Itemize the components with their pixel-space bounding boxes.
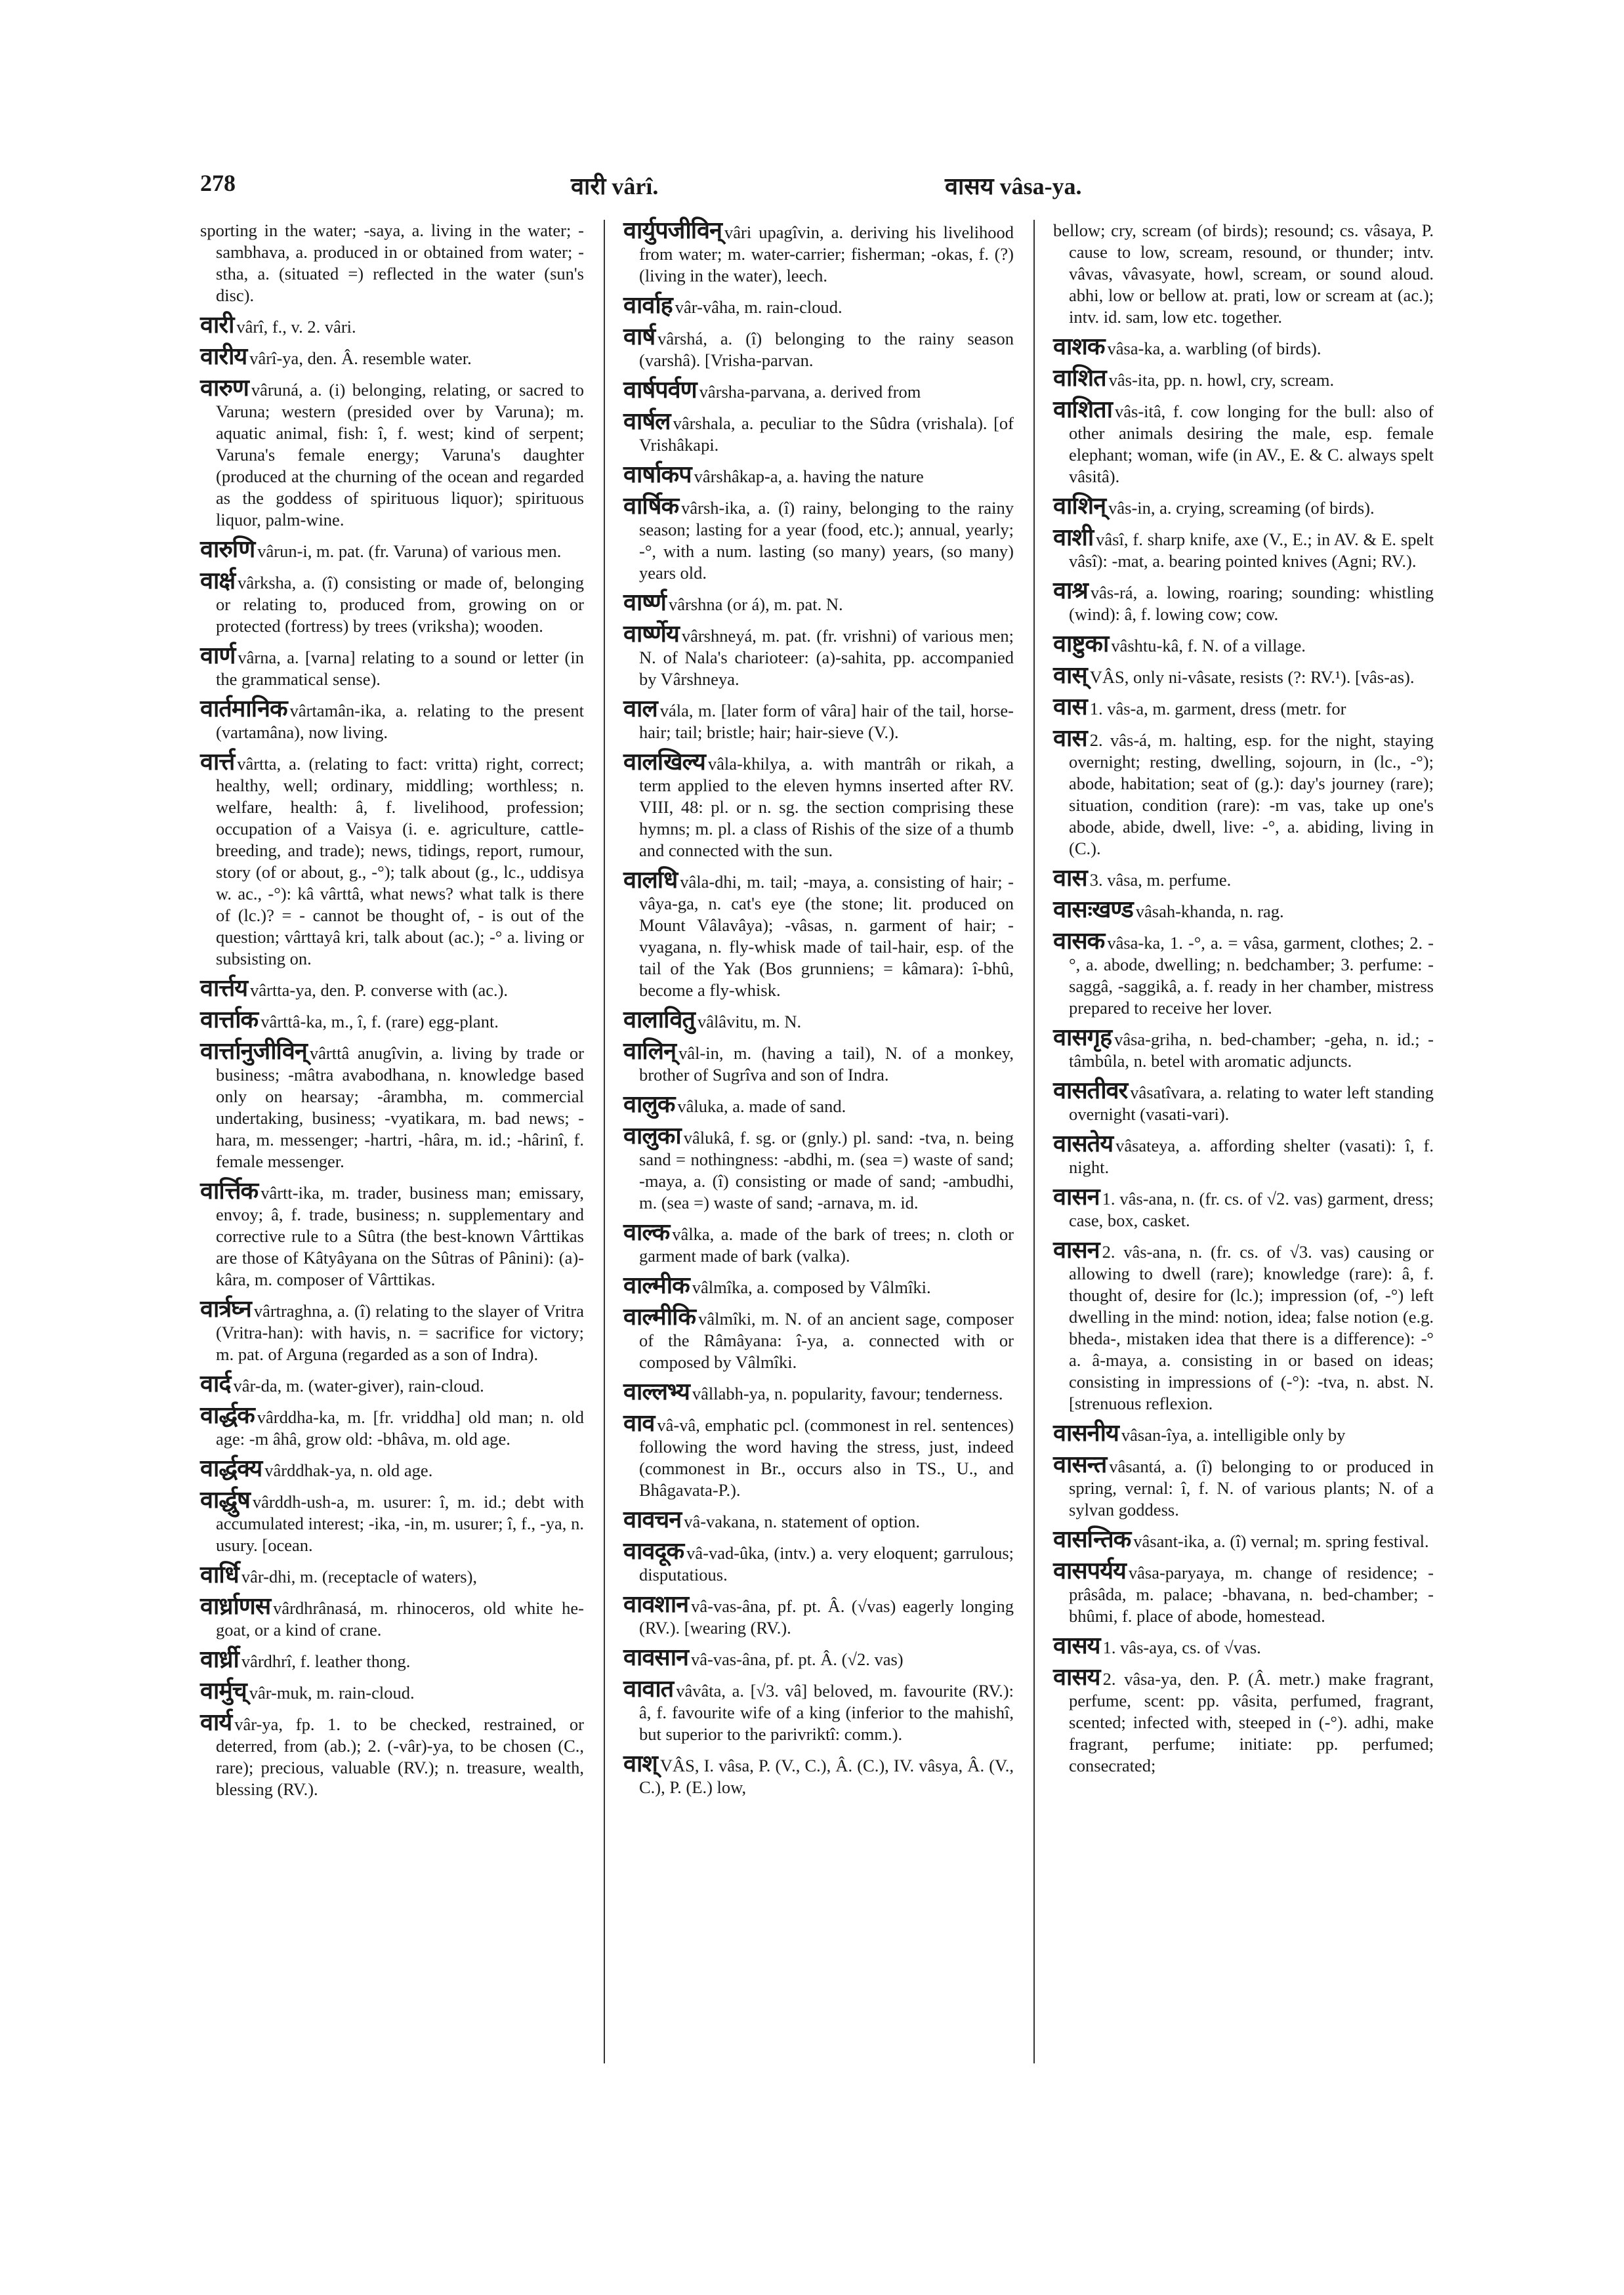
entry-definition: 3. vâsa, m. perfume. xyxy=(1089,870,1232,890)
entry-definition: vârtamân-ika, a. relating to the present (vartamâna), now living. xyxy=(216,701,584,742)
entry-headword: वार्द xyxy=(200,1371,231,1397)
dictionary-entry xyxy=(623,1678,1014,1745)
entry-headword: वाल्क xyxy=(623,1219,670,1246)
entry-definition: 2. vâs-ana, n. (fr. cs. of √3. vas) causing or allowing to dwell (rare); knowledge (rare): â, f. thought of, desire for (lc.); impression (of, -°) left dwelling in the mind: notion, idea; false notion (e.g. bheda-, mistaken idea that there is a difference): -° a. â-maya, a. consisting in or based on ideas; consisting in impressions of (-°): -tva, n. abst. N. [strenuous reflexion. xyxy=(1069,1242,1434,1413)
dictionary-entry xyxy=(1053,930,1434,1019)
entry-definition: vâr-ya, fp. 1. to be checked, restrained, or deterred, from (ab.); 2. (-vâr)-ya, to be chosen (C., rare); precious, valuable (RV.); n. treasure, wealth, blessing (RV.). xyxy=(216,1714,584,1799)
entry-definition: vâshtu-kâ, f. N. of a village. xyxy=(1111,636,1306,655)
entry-definition: vârun-i, m. pat. (fr. Varuna) of various men. xyxy=(257,541,562,561)
dictionary-entry xyxy=(200,1646,584,1673)
entry-headword: वासःखण्ड xyxy=(1053,896,1133,923)
entry-definition: vâsa-ka, a. warbling (of birds). xyxy=(1107,339,1322,358)
entry-headword: वालखिल्य xyxy=(623,749,705,775)
dictionary-entry xyxy=(623,1410,1014,1501)
entry-definition: vârddh-ush-a, m. usurer: î, m. id.; debt with accumulated interest; -ika, -in, m. usurer; î, f., -ya, n. usury. [ocean. xyxy=(216,1492,584,1555)
guide-word-left xyxy=(571,169,658,201)
column-divider xyxy=(604,220,605,2063)
entry-definition: vârsha-parvana, a. derived from xyxy=(699,382,921,402)
entry-headword: वारी xyxy=(200,312,234,339)
entry-headword: वाश् xyxy=(623,1750,657,1777)
dictionary-entry xyxy=(200,1402,584,1450)
entry-headword: वार्षाकप xyxy=(623,461,692,488)
entry-headword: वार्षपर्वण xyxy=(623,377,697,403)
dictionary-entry xyxy=(200,1561,584,1588)
column-3 xyxy=(1053,220,1434,1785)
entry-definition: vâlukâ, f. sg. or (gnly.) pl. sand: -tva, n. being sand = nothingness: -abdhi, m. (sea =) waste of sand; -maya, a. (î) consisting or made of sand; -ambudhi, m. (sea =) waste of sand; -arnava, m. id. xyxy=(639,1128,1014,1212)
dictionary-entry xyxy=(200,1709,584,1800)
entry-definition: vâ-vas-âna, pf. pt. Â. (√2. vas) xyxy=(691,1649,904,1669)
entry-definition: vâsa-griha, n. bed-chamber; -geha, n. id.; -tâmbûla, n. betel with aromatic adjuncts. xyxy=(1069,1029,1434,1071)
entry-definition: vârddhak-ya, n. old age. xyxy=(264,1460,433,1480)
dictionary-entry xyxy=(1053,1422,1434,1446)
entry-definition: vâl-in, m. (having a tail), N. of a monkey, brother of Sugrîva and son of Indra. xyxy=(639,1043,1014,1085)
dictionary-entry xyxy=(623,751,1014,861)
dictionary-entry xyxy=(623,1506,1014,1533)
entry-definition: vâla-dhi, m. tail; -maya, a. consisting of hair; -vâya-ga, n. cat's eye (the stone; lit. produced on Mount Vâlavâya); -vâsas, n. garment of hair; -vyagana, n. fly-whisk made of tail-hair, esp. of the tail of the Yak (Bos grunniens; = kâmara): î-bhû, become a fly-whisk. xyxy=(639,872,1014,1000)
entry-headword: वालिन् xyxy=(623,1038,677,1065)
dictionary-entry xyxy=(623,1378,1014,1405)
entry-headword: वार्द्धक्य xyxy=(200,1455,262,1482)
dictionary-entry xyxy=(1053,1666,1434,1777)
entry-headword: वाल xyxy=(623,695,657,722)
entry-definition: vârdhrânasá, m. rhinoceros, old white he-goat, or a kind of crane. xyxy=(216,1598,584,1640)
dictionary-entry xyxy=(1053,725,1434,859)
dictionary-entry xyxy=(200,314,584,338)
entry-definition: vârksha, a. (î) consisting or made of, belonging or relating to, produced from, growing on or protected (fortress) by trees (vriksha); wooden. xyxy=(216,573,584,636)
entry-headword: वासन्त xyxy=(1053,1451,1107,1478)
entry-definition: bellow; cry, scream (of birds); resound; cs. vâsaya, P. cause to low, scream, resound, or thunder; intv. vâvas, vâvasyate, howl, scream, or sound aloud. abhi, low or bellow at. prati, low or scream at (ac.); intv. id. sam, low etc. together. xyxy=(1053,220,1434,327)
dictionary-entry xyxy=(1053,633,1434,657)
guide-word-left-latin: vârî. xyxy=(612,173,659,199)
dictionary-entry xyxy=(623,217,1014,287)
entry-headword: वार्त्रघ्न xyxy=(200,1296,251,1323)
dictionary-entry xyxy=(623,408,1014,456)
dictionary-entry xyxy=(623,323,1014,371)
entry-definition: vâr-vâha, m. rain-cloud. xyxy=(675,297,843,317)
entry-definition: vâsateya, a. affording shelter (vasati): î, f. night. xyxy=(1069,1136,1434,1177)
entry-headword: वार्द्धुष xyxy=(200,1487,250,1514)
entry-definition: vâlka, a. made of the bark of trees; n. cloth or garment made of bark (valka). xyxy=(639,1224,1014,1266)
dictionary-entry xyxy=(200,1455,584,1482)
entry-definition: vârshâkap-a, a. having the nature xyxy=(694,466,924,486)
dictionary-entry xyxy=(200,1680,584,1704)
entry-definition: vârshna (or á), m. pat. N. xyxy=(668,594,843,614)
entry-headword: वासय xyxy=(1053,1632,1100,1659)
entry-headword: वार्ष्णेय xyxy=(623,621,679,648)
dictionary-entry xyxy=(623,695,1014,743)
entry-headword: वाल्मीकि xyxy=(623,1304,696,1331)
dictionary-entry xyxy=(1053,896,1434,923)
guide-word-left-devanagari: वारी xyxy=(571,173,606,200)
dictionary-entry xyxy=(200,751,584,970)
entry-definition: vârna, a. [varna] relating to a sound or letter (in the grammatical sense). xyxy=(216,648,584,689)
entry-definition: vâlmîka, a. composed by Vâlmîki. xyxy=(692,1277,931,1297)
entry-headword: वार्वाह xyxy=(623,292,673,319)
entry-definition: VÂS, only ni-vâsate, resists (?: RV.¹). [vâs-as). xyxy=(1089,667,1415,687)
entry-definition: vâsant-ika, a. (î) vernal; m. spring festival. xyxy=(1133,1531,1429,1551)
entry-definition: vâs-rá, a. lowing, roaring; sounding: whistling (wind): â, f. lowing cow; cow. xyxy=(1069,583,1434,624)
entry-headword: वार्त्तय xyxy=(200,975,248,1002)
entry-definition: vâlâvitu, m. N. xyxy=(697,1012,802,1031)
entry-headword: वार्क्ष xyxy=(200,568,236,594)
column-1 xyxy=(200,220,584,1808)
entry-headword: वासय xyxy=(1053,1664,1100,1691)
dictionary-entry xyxy=(200,975,584,1002)
entry-definition: sporting in the water; -saya, a. living in the water; -sambhava, a. produced in or obtained from water; -stha, a. (situated =) reflected in the water (sun's disc). xyxy=(200,220,584,305)
dictionary-entry xyxy=(1053,1024,1434,1072)
entry-headword: वारुण xyxy=(200,375,249,402)
guide-word-right-latin: vâsa-ya. xyxy=(999,173,1082,199)
entry-headword: वाशक xyxy=(1053,333,1105,360)
column-2 xyxy=(623,217,1014,1806)
entry-definition: vâla-khilya, a. with mantrâh or rikah, a term applied to the eleven hymns inserted after RV. VIII, 48: pl. or n. sg. the section comprising these hymns; m. pl. a class of Rishis of the size of a thumb and connected with the sun. xyxy=(639,754,1014,860)
entry-definition: vâ-vâ, emphatic pcl. (commonest in rel. sentences) following the word having the stress, just, indeed (commonest in Br., occurs also in TS., U., and Bhâgavata-P.). xyxy=(639,1415,1014,1500)
entry-headword: वासक xyxy=(1053,928,1105,955)
dictionary-entry xyxy=(1053,867,1434,891)
entry-definition: vâluka, a. made of sand. xyxy=(677,1096,846,1116)
dictionary-entry xyxy=(200,220,584,306)
entry-definition: vâsah-khanda, n. rag. xyxy=(1135,901,1284,921)
entry-definition: vârshala, a. peculiar to the Sûdra (vrishala). [of Vrishâkapi. xyxy=(639,413,1014,455)
entry-definition: vârî, f., v. 2. vâri. xyxy=(236,317,356,337)
entry-headword: वारुणि xyxy=(200,536,255,563)
entry-headword: वासन xyxy=(1053,1237,1100,1264)
entry-definition: vâ-vakana, n. statement of option. xyxy=(684,1512,921,1531)
page-number: 278 xyxy=(200,170,236,196)
entry-definition: vârshá, a. (î) belonging to the rainy season (varshâ). [Vrisha-parvan. xyxy=(639,329,1014,370)
guide-word-right xyxy=(945,169,1082,201)
entry-definition: 1. vâs-a, m. garment, dress (metr. for xyxy=(1089,699,1346,718)
entry-headword: वार्षल xyxy=(623,408,671,435)
entry-definition: vâsatîvara, a. relating to water left standing overnight (vasati-vari). xyxy=(1069,1083,1434,1124)
entry-definition: vâruná, a. (i) belonging, relating, or sacred to Varuna; western (presided over by Varuna); m. aquatic animal, fish: î, f. west; kind of serpent; Varuna's female energy; Varuna's daughter (produced at the churning of the ocean and regarded as the goddess of spirituous liquor); spirituous liquor, palm-wine. xyxy=(216,380,584,529)
entry-definition: 1. vâs-aya, cs. of √vas. xyxy=(1102,1638,1261,1657)
entry-headword: वास् xyxy=(1053,662,1087,689)
entry-headword: वासपर्यय xyxy=(1053,1558,1126,1584)
entry-headword: वासन्तिक xyxy=(1053,1526,1131,1553)
entry-headword: वासगृह xyxy=(1053,1024,1112,1051)
dictionary-entry xyxy=(200,1298,584,1365)
dictionary-entry xyxy=(1053,1526,1434,1553)
dictionary-entry xyxy=(200,1180,584,1291)
entry-headword: वार्युपजीविन् xyxy=(623,217,722,244)
entry-headword: वार्य xyxy=(200,1709,232,1736)
dictionary-entry xyxy=(623,589,1014,616)
entry-headword: वार्त्ताक xyxy=(200,1006,259,1033)
dictionary-entry xyxy=(1053,693,1434,720)
entry-definition: vâllabh-ya, n. popularity, favour; tenderness. xyxy=(692,1384,1003,1403)
dictionary-entry xyxy=(200,343,584,370)
entry-definition: vâr-dhi, m. (receptacle of waters), xyxy=(241,1567,478,1586)
entry-definition: vâri upagîvin, a. deriving his livelihood from water; m. water-carrier; fisherman; -okas, f. (?) (living in the water), leech. xyxy=(639,222,1014,285)
entry-definition: vâs-itâ, f. cow longing for the bull: also of other animals desiring the male, esp. female elephant; woman, wife (in AV., E. & C. always spelt vâsitâ). xyxy=(1069,402,1434,486)
entry-headword: वार्त्तानुजीविन् xyxy=(200,1038,307,1065)
dictionary-entry xyxy=(623,495,1014,584)
entry-headword: वाल्मीक xyxy=(623,1272,690,1299)
entry-definition: vârsh-ika, a. (î) rainy, belonging to the rainy season; lasting for a year (food, etc.); annual, yearly; -°, with a num. lasting (so many) years, (so many) years old. xyxy=(639,498,1014,583)
entry-headword: वार्ध्री xyxy=(200,1646,239,1673)
dictionary-entry xyxy=(200,536,584,563)
dictionary-entry xyxy=(1053,396,1434,487)
dictionary-entry xyxy=(623,379,1014,403)
entry-definition: vâsan-îya, a. intelligible only by xyxy=(1121,1425,1346,1445)
dictionary-entry xyxy=(200,695,584,743)
entry-definition: vârtt-ika, m. trader, business man; emissary, envoy; â, f. trade, business; n. supplementary and corrective rule to a Sûtra (the best-known Vârttikas are those of Kâtyâyana on the Sûtras of Pânini): (a)-kâra, m. composer of Vârttikas. xyxy=(216,1183,584,1289)
dictionary-entry xyxy=(623,1591,1014,1639)
dictionary-entry xyxy=(200,1038,584,1172)
entry-headword: वाशिता xyxy=(1053,396,1112,423)
entry-definition: vârdhrî, f. leather thong. xyxy=(241,1651,411,1671)
entry-headword: वार्षिक xyxy=(623,493,679,520)
dictionary-entry xyxy=(1053,220,1434,328)
entry-headword: वालावितु xyxy=(623,1006,695,1033)
dictionary-entry xyxy=(200,1489,584,1556)
entry-headword: वार्ष्ण xyxy=(623,589,666,616)
entry-definition: vârtraghna, a. (î) relating to the slayer of Vritra (Vritra-han): with havis, n. = sacrifice for victory; m. pat. of Arguna (regarded as a son of Indra). xyxy=(216,1301,584,1364)
column-divider xyxy=(1033,220,1035,2063)
entry-definition: vâs-in, a. crying, screaming (of birds). xyxy=(1108,498,1375,518)
dictionary-entry xyxy=(200,377,584,531)
entry-headword: वार्त्त xyxy=(200,749,235,775)
entry-definition: vâsantá, a. (î) belonging to or produced in spring, vernal: î, f. N. of various plants; N. of a sylvan goddess. xyxy=(1069,1457,1434,1520)
entry-headword: वाल्लभ्य xyxy=(623,1378,690,1405)
dictionary-entry xyxy=(1053,495,1434,519)
dictionary-entry xyxy=(623,1219,1014,1267)
entry-headword: वावात xyxy=(623,1676,674,1703)
entry-headword: वासन xyxy=(1053,1184,1100,1210)
entry-headword: वालधि xyxy=(623,867,678,894)
entry-definition: vârttâ anugîvin, a. living by trade or business; -mâtra avabodhana, n. knowledge based only on hearsay; -ârambha, m. commercial undertaking, business; -vyatikara, m. bad news; -hara, m. messenger; -hartri, -hâra, m. id.; -hârinî, f. female messenger. xyxy=(216,1043,584,1171)
entry-headword: वार्ध्राणस xyxy=(200,1593,271,1620)
entry-headword: वाशित xyxy=(1053,365,1106,392)
entry-headword: वाश्र xyxy=(1053,577,1088,604)
dictionary-entry xyxy=(623,1091,1014,1118)
dictionary-entry xyxy=(1053,1130,1434,1178)
entry-definition: VÂS, I. vâsa, P. (V., C.), Â. (C.), IV. vâsya, Â. (V., C.), P. (E.) low, xyxy=(639,1756,1014,1797)
entry-headword: वावदूक xyxy=(623,1538,684,1565)
dictionary-entry xyxy=(1053,1077,1434,1125)
entry-headword: वाशिन् xyxy=(1053,493,1106,520)
entry-headword: वार्तमानिक xyxy=(200,695,287,722)
entry-headword: वाव xyxy=(623,1410,655,1437)
dictionary-entry xyxy=(1053,662,1434,689)
dictionary-entry xyxy=(623,292,1014,319)
dictionary-entry xyxy=(623,869,1014,1001)
entry-definition: vârtta-ya, den. P. converse with (ac.). xyxy=(250,980,509,1000)
entry-headword: वावचन xyxy=(623,1506,682,1533)
entry-definition: vâr-da, m. (water-giver), rain-cloud. xyxy=(233,1376,484,1396)
dictionary-entry xyxy=(623,1006,1014,1033)
dictionary-entry xyxy=(623,1125,1014,1214)
dictionary-entry xyxy=(623,1644,1014,1671)
entry-definition: vârddha-ka, m. [fr. vriddha] old man; n. old age: -m âhâ, grow old: -bhâva, m. old age. xyxy=(216,1407,584,1449)
dictionary-entry xyxy=(200,570,584,637)
dictionary-entry xyxy=(623,461,1014,488)
entry-headword: वारीय xyxy=(200,343,247,370)
entry-headword: वावशान xyxy=(623,1591,689,1618)
dictionary-entry xyxy=(200,642,584,690)
entry-headword: वास xyxy=(1053,693,1087,720)
entry-headword: वार्द्धक xyxy=(200,1402,255,1429)
entry-definition: vâsa-ka, 1. -°, a. = vâsa, garment, clothes; 2. -°, a. abode, dwelling; n. bedchamber; 3. perfume: -saggâ, -saggikâ, a. f. ready in her chamber, mistress prepared to receive her lover. xyxy=(1069,933,1434,1018)
dictionary-entry xyxy=(200,1373,584,1397)
entry-definition: vârî-ya, den. Â. resemble water. xyxy=(249,348,472,368)
entry-definition: vâlmîki, m. N. of an ancient sage, composer of the Râmâyana: î-ya, a. connected with or composed by Vâlmîki. xyxy=(639,1309,1014,1372)
entry-headword: वार्धि xyxy=(200,1561,239,1588)
dictionary-entry xyxy=(1053,1632,1434,1659)
entry-definition: 2. vâsa-ya, den. P. (Â. metr.) make fragrant, perfume, scent: pp. vâsita, perfumed, fragrant, scented; infected with, steeped in (-°). adhi, make fragrant, perfume; initiate: pp. perfumed; consecrated; xyxy=(1069,1669,1434,1775)
entry-headword: वार्मुच् xyxy=(200,1678,247,1705)
entry-definition: vârshneyá, m. pat. (fr. vrishni) of various men; N. of Nala's charioteer: (a)-sahita, pp. accompanied by Vârshneya. xyxy=(639,626,1014,689)
dictionary-entry xyxy=(1053,577,1434,625)
dictionary-entry xyxy=(623,1750,1014,1798)
entry-headword: वाष्टुका xyxy=(1053,631,1109,657)
entry-headword: वालुका xyxy=(623,1123,681,1149)
dictionary-entry xyxy=(1053,1451,1434,1521)
entry-headword: वार्ण xyxy=(200,642,236,669)
entry-definition: vâsî, f. sharp knife, axe (V., E.; in AV. & E. spelt vâsî): -mat, a. bearing pointed knives (Agni; RV.). xyxy=(1069,529,1434,571)
dictionary-entry xyxy=(623,1038,1014,1086)
entry-definition: vâ-vad-ûka, (intv.) a. very eloquent; garrulous; disputatious. xyxy=(639,1543,1014,1584)
dictionary-entry xyxy=(200,1006,584,1033)
dictionary-entry xyxy=(1053,1186,1434,1231)
guide-word-right-devanagari: वासय xyxy=(945,173,994,200)
entry-definition: vârtta, a. (relating to fact: vritta) right, correct; healthy, well; ordinary, middling; worthless; n. welfare, health: â, f. livelihood, profession; occupation of a Vaisya (i. e. agriculture, cattle-breeding, and trade); news, tidings, report, rumour, story (of or about, g., -°); talk about (g., lc., uddisya w. ac., -°): kâ vârttâ, what news? what talk is there of (lc.)? = - cannot be thought of, - is out of the question; vârttayâ kri, talk about (ac.); -° a. living or subsisting on. xyxy=(216,754,584,968)
entry-headword: वास xyxy=(1053,865,1087,892)
entry-definition: 2. vâs-á, m. halting, esp. for the night, staying overnight; resting, dwelling, sojourn, in (lc., -°); abode, habitation; seat of (g.): day's journey (rare); situation, condition (rare): -m vas, take up one's abode, abide, dwell, live: -°, a. abiding, living in (C.). xyxy=(1069,730,1434,858)
entry-definition: vâr-muk, m. rain-cloud. xyxy=(249,1683,415,1703)
dictionary-entry xyxy=(1053,367,1434,391)
entry-headword: वालुक xyxy=(623,1091,675,1118)
dictionary-entry xyxy=(1053,333,1434,360)
page-header xyxy=(200,169,1414,215)
entry-headword: वासतीवर xyxy=(1053,1077,1128,1104)
entry-headword: वासतेय xyxy=(1053,1130,1114,1157)
dictionary-entry xyxy=(1053,1239,1434,1415)
entry-definition: vála, m. [later form of vâra] hair of the tail, horse-hair; tail; bristle; hair; hair-sieve (V.). xyxy=(639,701,1014,742)
entry-definition: 1. vâs-ana, n. (fr. cs. of √2. vas) garment, dress; case, box, casket. xyxy=(1069,1189,1434,1230)
entry-headword: वासनीय xyxy=(1053,1420,1119,1447)
entry-definition: vâs-ita, pp. n. howl, cry, scream. xyxy=(1108,370,1335,390)
entry-headword: वास xyxy=(1053,725,1087,752)
dictionary-entry xyxy=(623,1306,1014,1373)
dictionary-entry xyxy=(1053,524,1434,572)
dictionary-entry xyxy=(623,623,1014,690)
entry-headword: वार्ष xyxy=(623,323,656,350)
entry-definition: vâsa-paryaya, m. change of residence; -prâsâda, m. palace; -bhavana, n. bed-chamber; -bhûmi, f. place of abode, homestead. xyxy=(1069,1563,1434,1626)
dictionary-entry xyxy=(200,1593,584,1641)
dictionary-entry xyxy=(1053,1560,1434,1627)
dictionary-entry xyxy=(623,1540,1014,1586)
entry-definition: vâ-vas-âna, pf. pt. Â. (√vas) eagerly longing (RV.). [wearing (RV.). xyxy=(639,1596,1014,1638)
entry-definition: vârttâ-ka, m., î, f. (rare) egg-plant. xyxy=(260,1012,499,1031)
entry-headword: वावसान xyxy=(623,1644,688,1671)
entry-definition: vâvâta, a. [√3. vâ] beloved, m. favourite (RV.): â, f. favourite wife of a king (inferior to the mahishî, but superior to the parivriktî: comm.). xyxy=(639,1681,1014,1744)
entry-headword: वार्त्तिक xyxy=(200,1178,259,1205)
dictionary-entry xyxy=(623,1272,1014,1299)
entry-headword: वाशी xyxy=(1053,524,1094,551)
